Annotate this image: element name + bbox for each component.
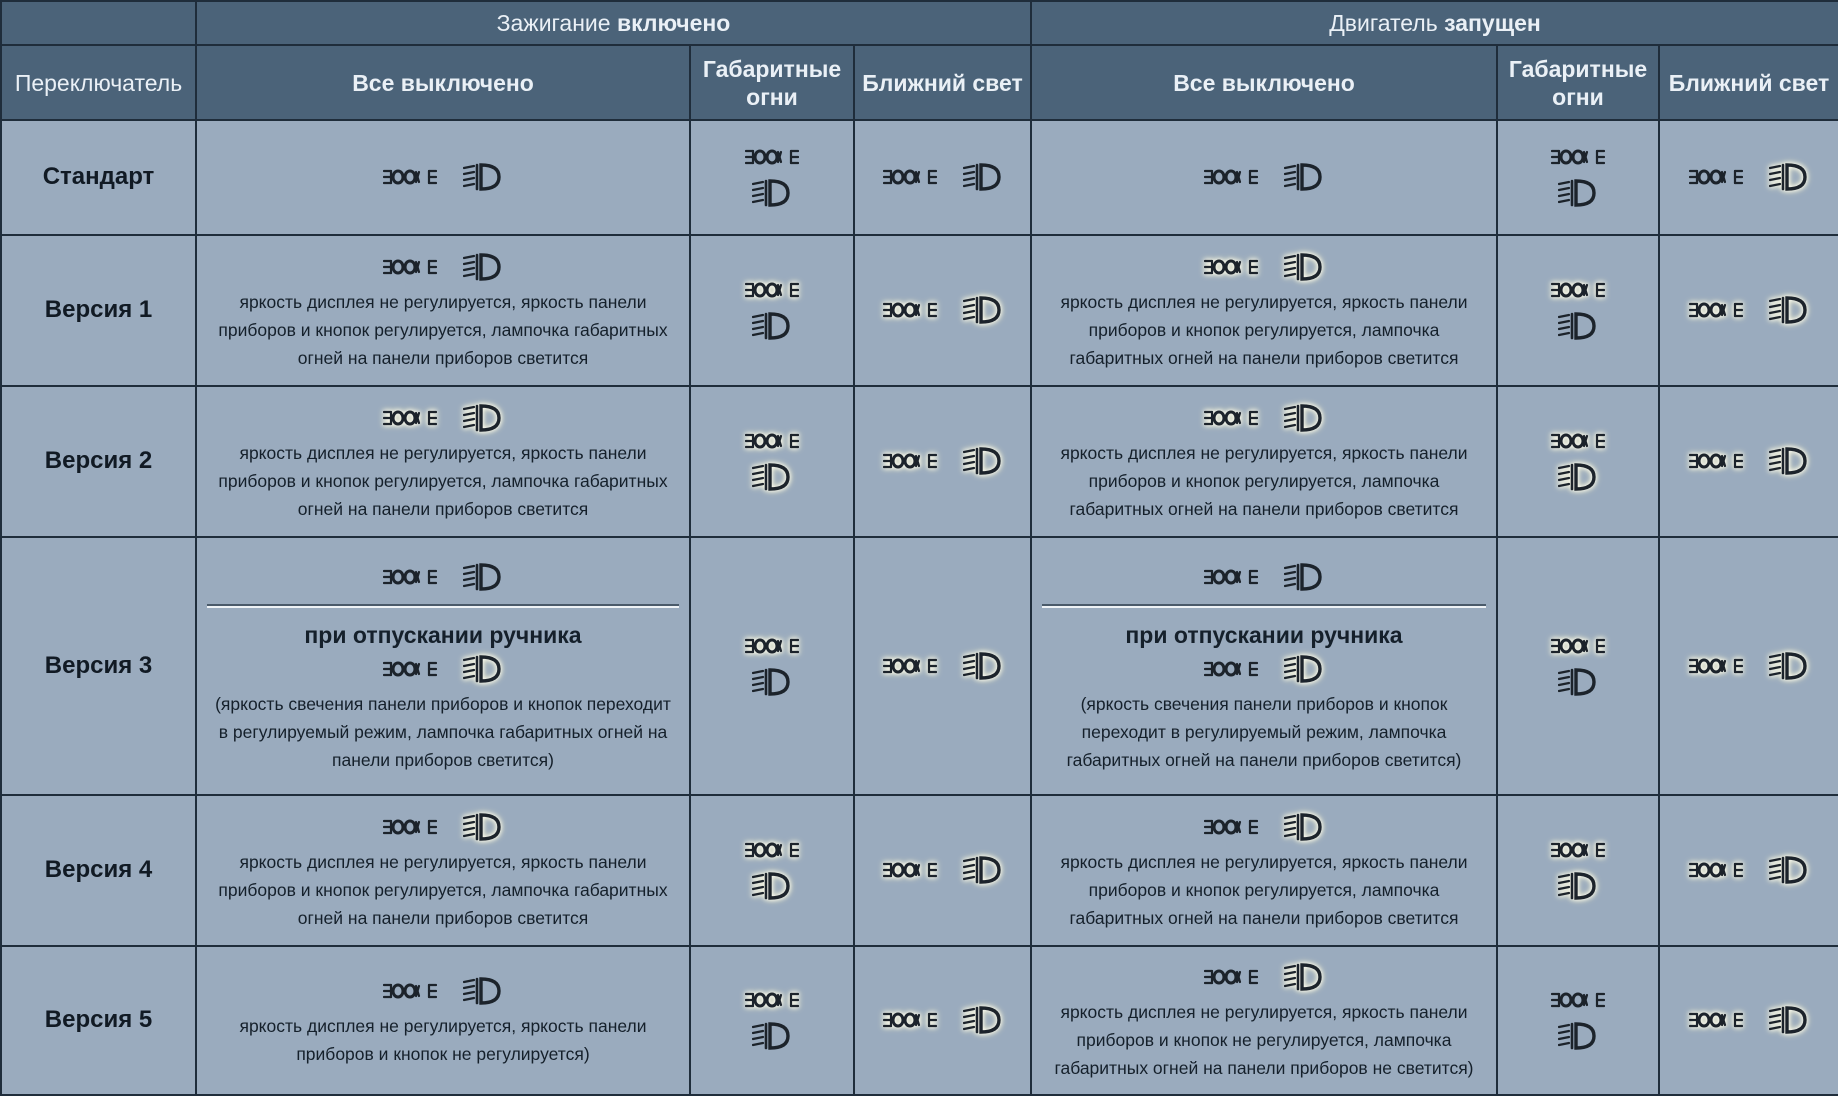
icon-group — [861, 851, 1024, 889]
state-cell — [196, 235, 690, 386]
low-beam-icon — [752, 178, 792, 208]
icon-group — [1504, 142, 1652, 212]
state-cell — [1031, 235, 1497, 386]
parking-lights-header: Габаритные огни — [1497, 45, 1659, 120]
state-cell — [196, 795, 690, 946]
parking-lights-icon — [1204, 166, 1258, 188]
row-label: Версия 5 — [1, 946, 196, 1095]
low-beam-icon — [752, 311, 792, 341]
icon-group — [697, 426, 847, 496]
icon-group — [1038, 399, 1490, 437]
table-row — [1, 537, 1838, 795]
icon-group — [1504, 275, 1652, 345]
parking-lights-icon — [1689, 299, 1743, 321]
state-cell — [1659, 120, 1838, 235]
note-text: яркость дисплея не регулируется, яркость панели приборов и кнопок регулируется, лампочка габаритных огней на панели приборов светится — [218, 292, 668, 369]
low-beam-icon — [963, 446, 1003, 476]
state-cell — [1497, 235, 1659, 386]
parking-lights-icon — [745, 989, 799, 1011]
icon-group — [1504, 985, 1652, 1055]
parking-lights-icon — [883, 1009, 937, 1031]
all-off-header: Все выключено — [1031, 45, 1497, 120]
icon-group — [697, 835, 847, 905]
table-row — [1, 120, 1838, 235]
parking-lights-icon — [883, 166, 937, 188]
parking-lights-icon — [1551, 635, 1605, 657]
low-beam-icon — [1284, 252, 1324, 282]
corner-cell — [1, 1, 196, 45]
state-cell — [196, 946, 690, 1095]
icon-group — [1504, 426, 1652, 496]
switch-column-header: Переключатель — [1, 45, 196, 120]
parking-lights-icon — [745, 635, 799, 657]
table-row — [1, 795, 1838, 946]
state-cell — [1659, 386, 1838, 537]
parking-lights-icon — [1689, 1009, 1743, 1031]
low-beam-icon — [752, 462, 792, 492]
icon-group — [697, 631, 847, 701]
low-beam-icon — [752, 667, 792, 697]
table-row — [1, 235, 1838, 386]
state-cell — [1031, 537, 1497, 795]
condition-text: при отпускании ручника — [304, 621, 582, 648]
state-cell — [854, 120, 1031, 235]
icon-group — [1666, 158, 1832, 196]
low-beam-icon — [463, 976, 503, 1006]
state-cell — [1497, 120, 1659, 235]
parking-lights-icon — [1551, 279, 1605, 301]
row-label: Версия 1 — [1, 235, 196, 386]
low-beam-icon — [463, 562, 503, 592]
low-beam-icon — [463, 654, 503, 684]
icon-group — [1038, 650, 1490, 688]
note-text: яркость дисплея не регулируется, яркость панели приборов и кнопок регулируется, лампочка габаритных огней на панели приборов светится — [218, 852, 668, 929]
state-cell — [1031, 386, 1497, 537]
low-beam-icon — [1284, 162, 1324, 192]
low-beam-header: Ближний свет — [1659, 45, 1838, 120]
icon-group — [1504, 835, 1652, 905]
state-cell — [690, 946, 854, 1095]
state-cell — [690, 120, 854, 235]
parking-lights-icon — [1551, 430, 1605, 452]
state-cell — [1497, 946, 1659, 1095]
parking-lights-icon — [1204, 658, 1258, 680]
icon-group — [1038, 558, 1490, 596]
icon-group — [1666, 647, 1832, 685]
parking-lights-icon — [1689, 655, 1743, 677]
all-off-header: Все выключено — [196, 45, 690, 120]
state-cell — [1659, 537, 1838, 795]
icon-group — [203, 972, 683, 1010]
icon-group — [1038, 158, 1490, 196]
state-cell — [690, 386, 854, 537]
row-label: Стандарт — [1, 120, 196, 235]
parking-lights-icon — [1551, 146, 1605, 168]
note-text: яркость дисплея не регулируется, яркость панели приборов и кнопок не регулируется, лампочка габаритных огней на панели приборов не светится) — [1054, 1002, 1474, 1079]
state-cell — [854, 946, 1031, 1095]
parking-lights-icon — [383, 256, 437, 278]
parking-lights-icon — [383, 407, 437, 429]
low-beam-icon — [1558, 462, 1598, 492]
state-cell — [1497, 386, 1659, 537]
parking-lights-icon — [1204, 816, 1258, 838]
low-beam-icon — [1769, 295, 1809, 325]
parking-lights-icon — [383, 658, 437, 680]
icon-group — [203, 808, 683, 846]
low-beam-icon — [963, 162, 1003, 192]
ignition-group-header: Зажигание включено — [196, 1, 1031, 45]
note-text: яркость дисплея не регулируется, яркость панели приборов и кнопок регулируется, лампочка габаритных огней на панели приборов светится — [1060, 852, 1468, 929]
parking-lights-icon — [883, 859, 937, 881]
icon-group — [861, 158, 1024, 196]
low-beam-header: Ближний свет — [854, 45, 1031, 120]
icon-group — [1038, 958, 1490, 996]
state-cell — [1031, 946, 1497, 1095]
row-label: Версия 2 — [1, 386, 196, 537]
state-cell — [854, 537, 1031, 795]
icon-group — [697, 985, 847, 1055]
state-cell — [1031, 120, 1497, 235]
low-beam-icon — [1284, 654, 1324, 684]
low-beam-icon — [963, 855, 1003, 885]
low-beam-icon — [963, 1005, 1003, 1035]
low-beam-icon — [1769, 855, 1809, 885]
parking-lights-icon — [1204, 966, 1258, 988]
state-cell — [690, 795, 854, 946]
state-cell — [196, 120, 690, 235]
low-beam-icon — [463, 252, 503, 282]
low-beam-icon — [1558, 1021, 1598, 1051]
icon-group — [203, 399, 683, 437]
low-beam-icon — [963, 651, 1003, 681]
icon-group — [861, 291, 1024, 329]
icon-group — [1666, 291, 1832, 329]
low-beam-icon — [1769, 162, 1809, 192]
parking-lights-icon — [1204, 256, 1258, 278]
parking-lights-icon — [383, 566, 437, 588]
note-text: яркость дисплея не регулируется, яркость панели приборов и кнопок регулируется, лампочка габаритных огней на панели приборов светится — [1060, 443, 1468, 520]
parking-lights-icon — [383, 980, 437, 1002]
table-row — [1, 946, 1838, 1095]
icon-group — [861, 647, 1024, 685]
icon-group — [203, 558, 683, 596]
low-beam-icon — [752, 871, 792, 901]
parking-lights-icon — [383, 816, 437, 838]
low-beam-icon — [1284, 962, 1324, 992]
low-beam-icon — [1769, 1005, 1809, 1035]
state-cell — [1659, 795, 1838, 946]
icon-group — [203, 248, 683, 286]
parking-lights-icon — [883, 655, 937, 677]
low-beam-icon — [752, 1021, 792, 1051]
note-text: яркость дисплея не регулируется, яркость панели приборов и кнопок регулируется, лампочка габаритных огней на панели приборов светится — [218, 443, 668, 520]
low-beam-icon — [463, 403, 503, 433]
icon-group — [1666, 442, 1832, 480]
parking-lights-icon — [745, 839, 799, 861]
state-cell — [1659, 946, 1838, 1095]
low-beam-icon — [1558, 311, 1598, 341]
icon-group — [1666, 851, 1832, 889]
state-cell — [854, 795, 1031, 946]
state-cell — [690, 235, 854, 386]
note-text: яркость дисплея не регулируется, яркость панели приборов и кнопок не регулируется) — [239, 1016, 647, 1065]
row-label: Версия 4 — [1, 795, 196, 946]
low-beam-icon — [1769, 651, 1809, 681]
low-beam-icon — [1558, 178, 1598, 208]
icon-group — [203, 650, 683, 688]
parking-lights-header: Габаритные огни — [690, 45, 854, 120]
parking-lights-icon — [883, 450, 937, 472]
low-beam-icon — [1284, 562, 1324, 592]
state-cell — [854, 235, 1031, 386]
icon-group — [1666, 1001, 1832, 1039]
note-text: (яркость свечения панели приборов и кнопок переходит в регулируемый режим, лампочка габаритных огней на панели приборов светится) — [215, 693, 671, 770]
condition-text: при отпускании ручника — [1125, 621, 1403, 648]
icon-group — [861, 442, 1024, 480]
low-beam-icon — [463, 812, 503, 842]
low-beam-icon — [1769, 446, 1809, 476]
low-beam-icon — [1558, 871, 1598, 901]
parking-lights-icon — [1551, 989, 1605, 1011]
parking-lights-icon — [745, 279, 799, 301]
state-cell — [1031, 795, 1497, 946]
icon-group — [697, 275, 847, 345]
parking-lights-icon — [1689, 450, 1743, 472]
state-cell — [1497, 795, 1659, 946]
icon-group — [697, 142, 847, 212]
low-beam-icon — [963, 295, 1003, 325]
parking-lights-icon — [1204, 407, 1258, 429]
low-beam-icon — [463, 162, 503, 192]
low-beam-icon — [1558, 667, 1598, 697]
state-cell — [196, 537, 690, 795]
parking-lights-icon — [883, 299, 937, 321]
engine-group-header: Двигатель запущен — [1031, 1, 1838, 45]
note-text: (яркость свечения панели приборов и кнопок переходит в регулируемый режим, лампочка габаритных огней на панели приборов светится) — [1066, 693, 1462, 770]
state-cell — [1659, 235, 1838, 386]
low-beam-icon — [1284, 812, 1324, 842]
icon-group — [1038, 808, 1490, 846]
divider — [207, 606, 679, 608]
low-beam-icon — [1284, 403, 1324, 433]
parking-lights-icon — [383, 166, 437, 188]
parking-lights-icon — [1204, 566, 1258, 588]
parking-lights-icon — [745, 430, 799, 452]
icon-group — [203, 158, 683, 196]
icon-group — [861, 1001, 1024, 1039]
state-cell — [690, 537, 854, 795]
icon-group — [1504, 631, 1652, 701]
state-cell — [1497, 537, 1659, 795]
parking-lights-icon — [745, 146, 799, 168]
state-cell — [854, 386, 1031, 537]
divider — [1042, 606, 1486, 608]
state-cell — [196, 386, 690, 537]
parking-lights-icon — [1689, 859, 1743, 881]
parking-lights-icon — [1551, 839, 1605, 861]
row-label: Версия 3 — [1, 537, 196, 795]
table-row — [1, 386, 1838, 537]
note-text: яркость дисплея не регулируется, яркость панели приборов и кнопок регулируется, лампочка габаритных огней на панели приборов светится — [1060, 292, 1468, 369]
icon-group — [1038, 248, 1490, 286]
parking-lights-icon — [1689, 166, 1743, 188]
